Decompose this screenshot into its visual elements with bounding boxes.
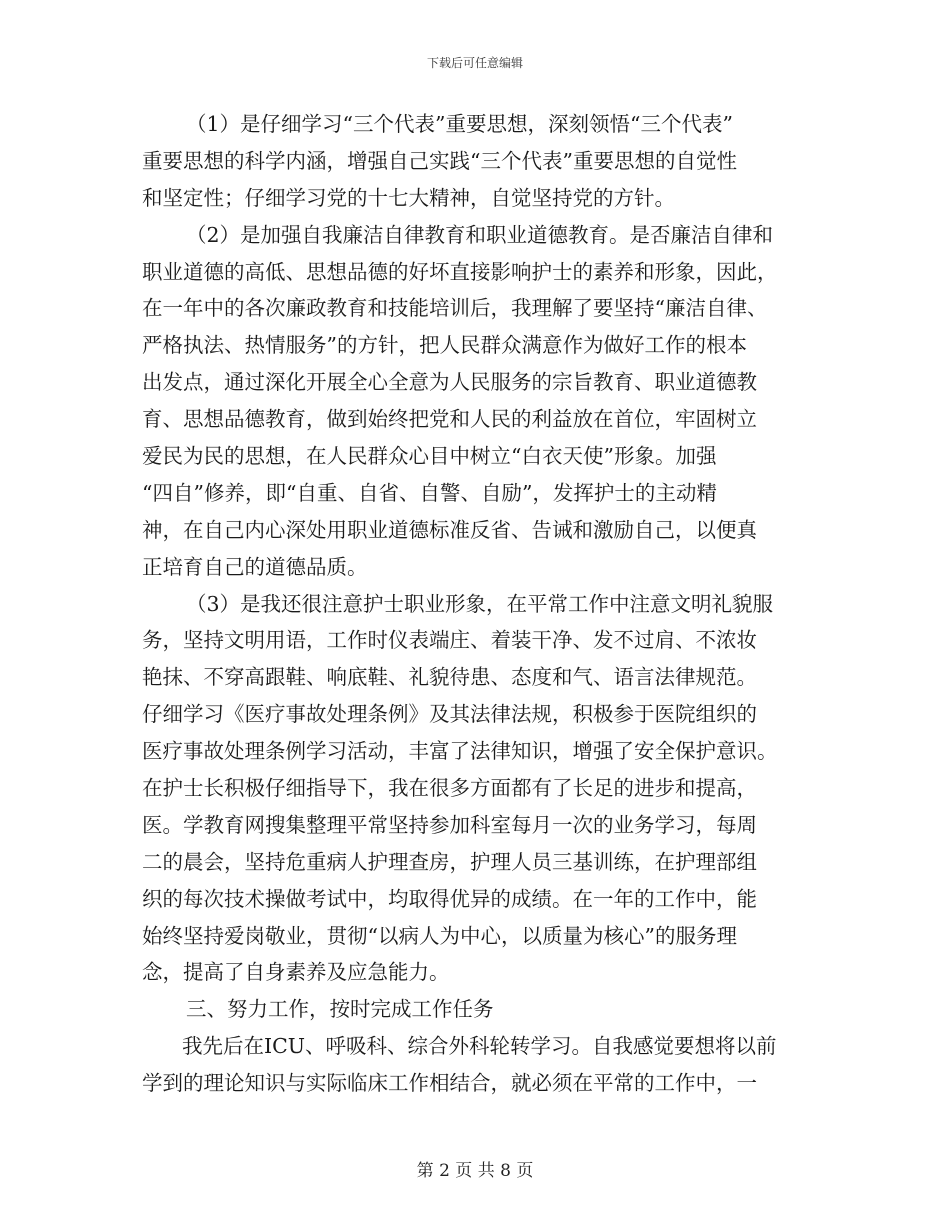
text-line: 和坚定性；仔细学习党的十七大精神，自觉坚持党的方针。 [142, 185, 675, 210]
text-line: 严格执法、热情服务”的方针，把人民群众满意作为做好工作的根本 [142, 333, 747, 358]
text-line: （1）是仔细学习“三个代表”重要思想，深刻领悟“三个代表” [186, 112, 733, 136]
page-number-footer: 第 2 页 共 8 页 [416, 1161, 534, 1181]
text-line: 二的晨会，坚持危重病人护理查房，护理人员三基训练，在护理部组 [142, 849, 757, 874]
text-line: 念，提高了自身素养及应急能力。 [142, 960, 450, 985]
text-line: 在护士长积极仔细指导下，我在很多方面都有了长足的进步和提高， [142, 776, 757, 801]
section-heading: 三、努力工作，按时完成工作任务 [186, 997, 494, 1022]
text-line: 学到的理论知识与实际临床工作相结合，就必须在平常的工作中，一 [142, 1071, 757, 1096]
text-line: “四自”修养，即“自重、自省、自警、自励”，发挥护士的主动精 [142, 480, 717, 505]
text-line: 艳抹、不穿高跟鞋、响底鞋、礼貌待患、态度和气、语言法律规范。 [142, 665, 757, 690]
text-line: 职业道德的高低、思想品德的好坏直接影响护士的素养和形象，因此， [142, 259, 778, 284]
text-line: 出发点，通过深化开展全心全意为人民服务的宗旨教育、职业道德教 [142, 370, 757, 395]
text-line: 神，在自己内心深处用职业道德标准反省、告诫和激励自己，以便真 [142, 517, 757, 542]
text-line: 在一年中的各次廉政教育和技能培训后，我理解了要坚持“廉洁自律、 [142, 296, 768, 321]
text-line: 医疗事故处理条例学习活动，丰富了法律知识，增强了安全保护意识。 [142, 739, 778, 764]
text-line: 育、思想品德教育，做到始终把党和人民的利益放在首位，牢固树立 [142, 407, 757, 432]
text-line: 务，坚持文明用语，工作时仪表端庄、着装干净、发不过肩、不浓妆 [142, 628, 757, 653]
text-line: 我先后在ICU、呼吸科、综合外科轮转学习。自我感觉要想将以前 [182, 1034, 777, 1059]
document-body [142, 106, 822, 1102]
text-line: 重要思想的科学内涵，增强自己实践“三个代表”重要思想的自觉性 [142, 148, 737, 173]
page-header: 下载后可任意编辑 [426, 56, 523, 70]
text-line: （3）是我还很注意护士职业形象，在平常工作中注意文明礼貌服 [186, 591, 774, 616]
text-line: 正培育自己的道德品质。 [142, 554, 368, 579]
text-line: 爱民为民的思想，在人民群众心目中树立“白衣天使”形象。加强 [142, 444, 717, 469]
text-line: 始终坚持爱岗敬业，贯彻“以病人为中心，以质量为核心”的服务理 [142, 923, 737, 948]
text-line: 医。学教育网搜集整理平常坚持参加科室每月一次的业务学习，每周 [142, 812, 757, 837]
text-line: 织的每次技术操做考试中，均取得优异的成绩。在一年的工作中，能 [142, 886, 757, 911]
text-line: 仔细学习《医疗事故处理条例》及其法律法规，积极参于医院组织的 [142, 702, 757, 727]
text-line: （2）是加强自我廉洁自律教育和职业道德教育。是否廉洁自律和 [186, 222, 774, 247]
